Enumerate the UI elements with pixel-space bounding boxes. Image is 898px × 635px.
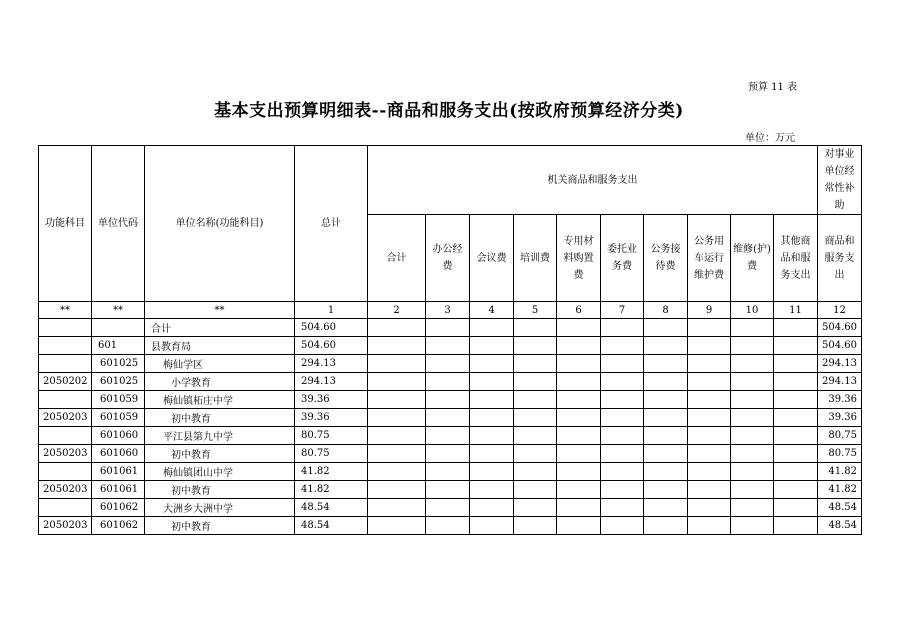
func-code-cell: 2050203 <box>39 409 92 427</box>
subsidy-cell: 504.60 <box>818 319 862 337</box>
index-cell: 10 <box>731 302 774 319</box>
total-cell: 294.13 <box>295 355 368 373</box>
func-code-cell <box>39 391 92 409</box>
header-func-code: 功能科目 <box>39 146 92 302</box>
subsidy-cell: 48.54 <box>818 499 862 517</box>
unit-code-cell: 601062 <box>92 499 145 517</box>
empty-cell <box>514 355 557 373</box>
func-code-cell: 2050203 <box>39 445 92 463</box>
header-col-2: 合计 <box>368 215 426 302</box>
func-code-cell <box>39 319 92 337</box>
empty-cell <box>426 391 470 409</box>
empty-cell <box>514 517 557 535</box>
table-row <box>39 409 862 427</box>
empty-cell <box>426 319 470 337</box>
unit-name-cell: 小学教育 <box>145 373 295 391</box>
empty-cell <box>688 391 731 409</box>
index-cell: 5 <box>514 302 557 319</box>
empty-cell <box>368 499 426 517</box>
empty-cell <box>774 319 818 337</box>
table-row <box>39 319 862 337</box>
empty-cell <box>557 499 601 517</box>
empty-cell <box>514 319 557 337</box>
empty-cell <box>774 409 818 427</box>
unit-name-cell: 初中教育 <box>145 445 295 463</box>
empty-cell <box>688 481 731 499</box>
empty-cell <box>774 445 818 463</box>
empty-cell <box>644 427 688 445</box>
index-cell: 8 <box>644 302 688 319</box>
empty-cell <box>601 499 644 517</box>
func-code-cell <box>39 337 92 355</box>
empty-cell <box>368 337 426 355</box>
unit-code-cell: 601061 <box>92 481 145 499</box>
unit-name-cell: 大洲乡大洲中学 <box>145 499 295 517</box>
func-code-cell: 2050203 <box>39 481 92 499</box>
table-row <box>39 499 862 517</box>
empty-cell <box>557 463 601 481</box>
empty-cell <box>514 481 557 499</box>
index-cell: 7 <box>601 302 644 319</box>
empty-cell <box>644 319 688 337</box>
empty-cell <box>688 517 731 535</box>
index-cell: ** <box>39 302 92 319</box>
unit-code-cell: 601 <box>92 337 145 355</box>
empty-cell <box>368 481 426 499</box>
index-cell: 12 <box>818 302 862 319</box>
budget-table <box>38 145 862 535</box>
subsidy-cell: 41.82 <box>818 463 862 481</box>
empty-cell <box>774 373 818 391</box>
header-total: 总计 <box>295 146 368 302</box>
func-code-cell <box>39 463 92 481</box>
empty-cell <box>601 337 644 355</box>
total-cell: 80.75 <box>295 445 368 463</box>
unit-name-cell: 梅仙镇柘庄中学 <box>145 391 295 409</box>
empty-cell <box>774 499 818 517</box>
empty-cell <box>644 337 688 355</box>
empty-cell <box>426 445 470 463</box>
func-code-cell <box>39 355 92 373</box>
header-col-7: 委托业务费 <box>601 215 644 302</box>
total-cell: 41.82 <box>295 481 368 499</box>
empty-cell <box>644 481 688 499</box>
subsidy-cell: 39.36 <box>818 391 862 409</box>
empty-cell <box>470 427 514 445</box>
empty-cell <box>470 445 514 463</box>
table-row <box>39 373 862 391</box>
subsidy-cell: 294.13 <box>818 373 862 391</box>
table-row <box>39 481 862 499</box>
empty-cell <box>601 445 644 463</box>
empty-cell <box>470 409 514 427</box>
total-cell: 80.75 <box>295 427 368 445</box>
empty-cell <box>644 499 688 517</box>
table-row <box>39 463 862 481</box>
empty-cell <box>368 445 426 463</box>
empty-cell <box>426 481 470 499</box>
empty-cell <box>774 427 818 445</box>
empty-cell <box>688 445 731 463</box>
empty-cell <box>644 355 688 373</box>
unit-code-cell: 601060 <box>92 445 145 463</box>
header-col-12: 商品和服务支出 <box>818 215 862 302</box>
empty-cell <box>557 319 601 337</box>
empty-cell <box>514 445 557 463</box>
total-cell: 504.60 <box>295 319 368 337</box>
unit-name-cell: 梅仙学区 <box>145 355 295 373</box>
subsidy-cell: 80.75 <box>818 445 862 463</box>
empty-cell <box>644 409 688 427</box>
empty-cell <box>731 481 774 499</box>
empty-cell <box>601 481 644 499</box>
func-code-cell <box>39 499 92 517</box>
header-col-10: 维修(护)费 <box>731 215 774 302</box>
empty-cell <box>470 463 514 481</box>
empty-cell <box>601 409 644 427</box>
empty-cell <box>470 499 514 517</box>
empty-cell <box>368 463 426 481</box>
index-cell: 11 <box>774 302 818 319</box>
total-cell: 39.36 <box>295 391 368 409</box>
empty-cell <box>514 337 557 355</box>
empty-cell <box>557 427 601 445</box>
empty-cell <box>601 355 644 373</box>
empty-cell <box>644 517 688 535</box>
subsidy-cell: 39.36 <box>818 409 862 427</box>
empty-cell <box>644 373 688 391</box>
unit-name-cell: 县教育局 <box>145 337 295 355</box>
header-unit-code: 单位代码 <box>92 146 145 302</box>
index-cell: 4 <box>470 302 514 319</box>
empty-cell <box>601 391 644 409</box>
empty-cell <box>731 499 774 517</box>
empty-cell <box>731 445 774 463</box>
header-col-9: 公务用车运行维护费 <box>688 215 731 302</box>
empty-cell <box>644 445 688 463</box>
empty-cell <box>644 391 688 409</box>
total-cell: 504.60 <box>295 337 368 355</box>
empty-cell <box>688 427 731 445</box>
unit-name-cell: 初中教育 <box>145 409 295 427</box>
empty-cell <box>426 337 470 355</box>
func-code-cell: 2050202 <box>39 373 92 391</box>
func-code-cell <box>39 427 92 445</box>
empty-cell <box>601 319 644 337</box>
empty-cell <box>731 373 774 391</box>
empty-cell <box>688 319 731 337</box>
index-cell: 2 <box>368 302 426 319</box>
index-cell: ** <box>92 302 145 319</box>
index-cell: 9 <box>688 302 731 319</box>
empty-cell <box>688 355 731 373</box>
empty-cell <box>470 337 514 355</box>
unit-name-cell: 合计 <box>145 319 295 337</box>
header-col-11: 其他商品和服务支出 <box>774 215 818 302</box>
total-cell: 41.82 <box>295 463 368 481</box>
empty-cell <box>368 355 426 373</box>
empty-cell <box>774 391 818 409</box>
empty-cell <box>470 517 514 535</box>
empty-cell <box>731 355 774 373</box>
header-subsidy-group: 对事业单位经常性补助 <box>818 146 862 215</box>
empty-cell <box>774 463 818 481</box>
unit-code-cell: 601059 <box>92 409 145 427</box>
empty-cell <box>426 409 470 427</box>
empty-cell <box>426 355 470 373</box>
empty-cell <box>557 517 601 535</box>
empty-cell <box>557 409 601 427</box>
header-col-3: 办公经费 <box>426 215 470 302</box>
empty-cell <box>368 391 426 409</box>
subsidy-cell: 41.82 <box>818 481 862 499</box>
total-cell: 48.54 <box>295 517 368 535</box>
unit-name-cell: 初中教育 <box>145 517 295 535</box>
empty-cell <box>426 463 470 481</box>
empty-cell <box>731 427 774 445</box>
unit-name-cell: 初中教育 <box>145 481 295 499</box>
total-cell: 39.36 <box>295 409 368 427</box>
unit-code-cell: 601062 <box>92 517 145 535</box>
unit-code-cell: 601025 <box>92 355 145 373</box>
subsidy-cell: 504.60 <box>818 337 862 355</box>
header-group: 机关商品和服务支出 <box>368 146 818 215</box>
header-col-8: 公务接待费 <box>644 215 688 302</box>
table-row <box>39 355 862 373</box>
index-cell: 3 <box>426 302 470 319</box>
empty-cell <box>601 463 644 481</box>
table-row <box>39 391 862 409</box>
subsidy-cell: 48.54 <box>818 517 862 535</box>
empty-cell <box>426 427 470 445</box>
empty-cell <box>470 355 514 373</box>
empty-cell <box>688 373 731 391</box>
empty-cell <box>470 481 514 499</box>
empty-cell <box>601 427 644 445</box>
empty-cell <box>368 319 426 337</box>
table-row <box>39 427 862 445</box>
empty-cell <box>514 409 557 427</box>
func-code-cell: 2050203 <box>39 517 92 535</box>
empty-cell <box>514 427 557 445</box>
empty-cell <box>514 463 557 481</box>
page-title: 基本支出预算明细表--商品和服务支出(按政府预算经济分类) <box>214 101 684 121</box>
unit-label: 单位：万元 <box>745 133 795 144</box>
empty-cell <box>514 373 557 391</box>
empty-cell <box>774 517 818 535</box>
header-col-4: 会议费 <box>470 215 514 302</box>
empty-cell <box>514 391 557 409</box>
empty-cell <box>688 499 731 517</box>
empty-cell <box>557 373 601 391</box>
empty-cell <box>731 319 774 337</box>
unit-code-cell: 601061 <box>92 463 145 481</box>
empty-cell <box>731 409 774 427</box>
empty-cell <box>426 373 470 391</box>
empty-cell <box>688 409 731 427</box>
empty-cell <box>368 427 426 445</box>
index-cell: ** <box>145 302 295 319</box>
empty-cell <box>426 499 470 517</box>
empty-cell <box>774 337 818 355</box>
subsidy-cell: 294.13 <box>818 355 862 373</box>
empty-cell <box>688 463 731 481</box>
empty-cell <box>731 517 774 535</box>
total-cell: 48.54 <box>295 499 368 517</box>
unit-code-cell: 601025 <box>92 373 145 391</box>
table-row <box>39 337 862 355</box>
empty-cell <box>644 463 688 481</box>
unit-code-cell <box>92 319 145 337</box>
empty-cell <box>731 337 774 355</box>
unit-code-cell: 601060 <box>92 427 145 445</box>
empty-cell <box>601 373 644 391</box>
unit-code-cell: 601059 <box>92 391 145 409</box>
unit-name-cell: 梅仙镇团山中学 <box>145 463 295 481</box>
header-col-5: 培训费 <box>514 215 557 302</box>
unit-name-cell: 平江县第九中学 <box>145 427 295 445</box>
table-row <box>39 445 862 463</box>
empty-cell <box>426 517 470 535</box>
empty-cell <box>557 337 601 355</box>
total-cell: 294.13 <box>295 373 368 391</box>
empty-cell <box>368 409 426 427</box>
empty-cell <box>774 481 818 499</box>
empty-cell <box>514 499 557 517</box>
empty-cell <box>731 463 774 481</box>
empty-cell <box>731 391 774 409</box>
empty-cell <box>557 355 601 373</box>
table-row <box>39 517 862 535</box>
subsidy-cell: 80.75 <box>818 427 862 445</box>
empty-cell <box>368 373 426 391</box>
empty-cell <box>557 481 601 499</box>
index-cell: 1 <box>295 302 368 319</box>
empty-cell <box>557 391 601 409</box>
header-col-6: 专用材料购置费 <box>557 215 601 302</box>
empty-cell <box>557 445 601 463</box>
empty-cell <box>368 517 426 535</box>
empty-cell <box>688 337 731 355</box>
index-cell: 6 <box>557 302 601 319</box>
empty-cell <box>470 373 514 391</box>
header-unit-name: 单位名称(功能科目) <box>145 146 295 302</box>
empty-cell <box>774 355 818 373</box>
empty-cell <box>470 319 514 337</box>
empty-cell <box>470 391 514 409</box>
empty-cell <box>601 517 644 535</box>
form-number: 预算 11 表 <box>748 82 798 93</box>
